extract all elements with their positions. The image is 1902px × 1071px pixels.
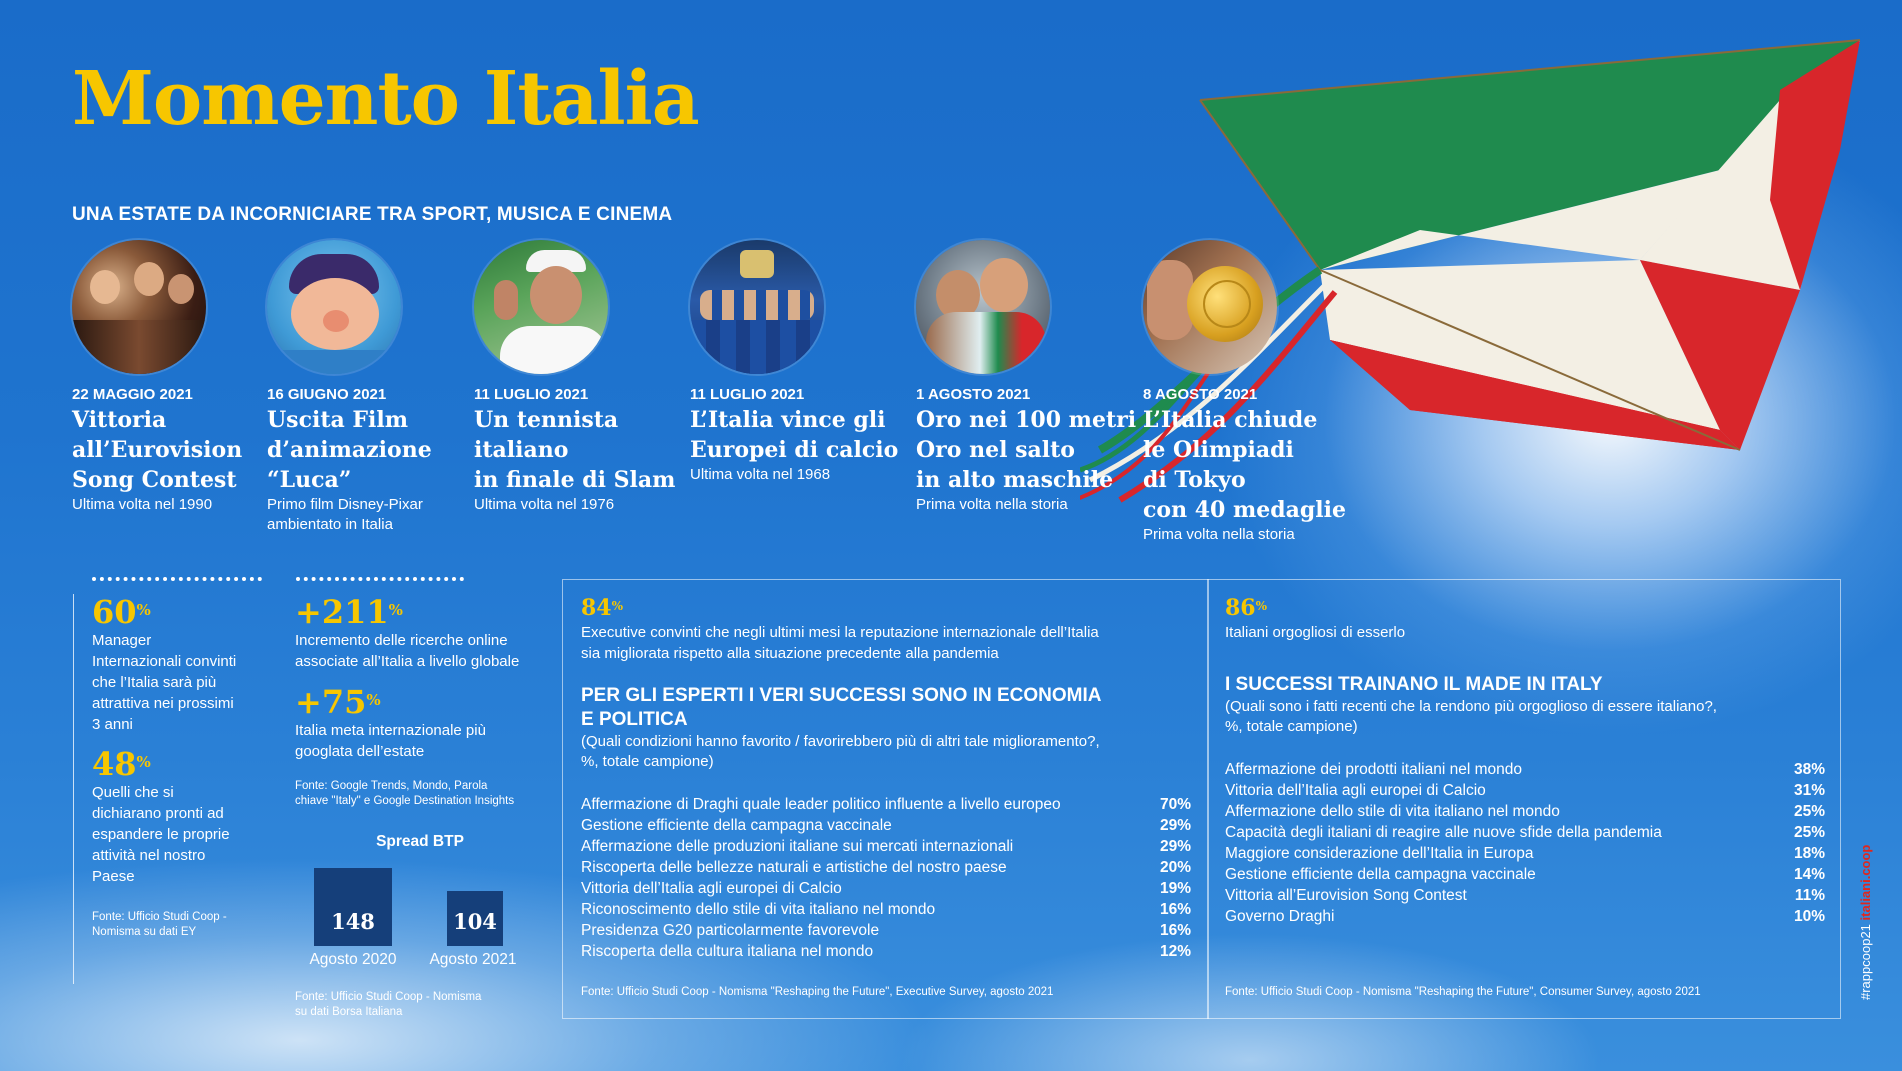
bar-value-label: 148 (331, 909, 375, 934)
table-row (581, 836, 1191, 857)
row-value: 11% (1794, 887, 1825, 904)
stat-googled-75 (295, 684, 565, 762)
event-note: Ultima volta nel 1976 (474, 496, 615, 513)
row-value: 31% (1793, 782, 1825, 799)
table-row (581, 878, 1191, 899)
stat-unit: % (1255, 599, 1268, 613)
table-row (1225, 906, 1825, 927)
hashtag-label (1858, 845, 1873, 1000)
luca-character-photo (267, 240, 401, 374)
event-headline: L’Italia vince gli Europei di calcio (690, 407, 899, 463)
table-row (581, 899, 1191, 920)
event-luca-film (267, 240, 432, 535)
panel-experts (581, 594, 1191, 962)
row-value: 19% (1159, 880, 1191, 897)
row-value: 25% (1793, 824, 1825, 841)
stat-value: +75 (295, 683, 367, 721)
stat-text: Italia meta internazionale più googlata dell’estate (295, 722, 486, 760)
source-experts: Fonte: Ufficio Studi Coop - Nomisma "Reshaping the Future", Executive Survey, agosto 2021 (581, 986, 1054, 998)
stat-value: 48 (92, 745, 137, 783)
row-label: Vittoria dell’Italia agli europei di Calcio (1225, 782, 1486, 799)
row-value: 29% (1159, 838, 1191, 855)
football-team-photo (690, 240, 824, 374)
table-row (1225, 843, 1825, 864)
stat-manager-60 (92, 594, 272, 735)
event-headline: L’Italia chiude le Olimpiadi di Tokyo con 40 medaglie (1143, 407, 1347, 523)
row-value: 16% (1159, 901, 1191, 918)
event-tokyo-olympics (1143, 240, 1346, 545)
vertical-divider (73, 594, 74, 984)
table-row (581, 815, 1191, 836)
event-note: Ultima volta nel 1990 (72, 496, 213, 513)
stat-text: Executive convinti che negli ultimi mesi la reputazione internazionale dell’Italia sia migliorata rispetto alla situazione precedente alla pandemia (581, 624, 1099, 662)
madeinitaly-table (1225, 759, 1825, 927)
event-headline: Uscita Film d’animazione “Luca” (267, 407, 432, 493)
row-value: 25% (1793, 803, 1825, 820)
page-title: Momento Italia (72, 56, 699, 142)
row-value: 18% (1793, 845, 1825, 862)
event-headline: Oro nei 100 metri Oro nel salto in alto maschile (916, 407, 1137, 493)
chart-category-label: Agosto 2021 (429, 951, 517, 968)
row-label: Presidenza G20 particolarmente favorevole (581, 922, 880, 939)
experts-table (581, 794, 1191, 962)
stat-text: Manager Internazionali convinti che l’Italia sarà più attrattiva nei prossimi 3 anni (92, 632, 237, 733)
stat-unit: % (611, 599, 624, 613)
source-mid: Fonte: Google Trends, Mondo, Parola chiave "Italy" e Google Destination Insights (295, 780, 515, 807)
row-label: Riconoscimento dello stile di vita italiano nel mondo (581, 901, 936, 918)
row-value: 14% (1793, 866, 1825, 883)
hashtag-text: #rappcoop21 (1858, 924, 1873, 1000)
table-row (1225, 885, 1825, 906)
eurovision-band-photo (72, 240, 206, 374)
panel-madeinitaly (1225, 594, 1825, 927)
table-row (581, 857, 1191, 878)
gold-medal-photo (1143, 240, 1277, 374)
event-headline: Un tennista italiano in finale di Slam (474, 407, 676, 493)
chart-bar-agosto-2021 (447, 891, 503, 946)
event-headline: Vittoria all’Eurovision Song Contest (72, 407, 243, 493)
row-label: Gestione efficiente della campagna vaccinale (1225, 866, 1536, 883)
stat-value: 84 (581, 595, 612, 621)
source-spread: Fonte: Ufficio Studi Coop - Nomisma su dati Borsa Italiana (295, 991, 482, 1018)
row-label: Vittoria all’Eurovision Song Contest (1225, 887, 1467, 904)
row-label: Governo Draghi (1225, 908, 1335, 925)
bar-value-label: 104 (453, 909, 497, 934)
source-madeinitaly: Fonte: Ufficio Studi Coop - Nomisma "Reshaping the Future", Consumer Survey, agosto 2021 (1225, 986, 1701, 998)
stat-expand-48 (92, 746, 272, 887)
event-date: 11 LUGLIO 2021 (690, 386, 805, 403)
table-row (1225, 780, 1825, 801)
table-row (581, 920, 1191, 941)
tennis-player-photo (474, 240, 608, 374)
event-note: Prima volta nella storia (916, 496, 1068, 513)
row-label: Maggiore considerazione dell’Italia in Europa (1225, 845, 1534, 862)
row-value: 10% (1793, 908, 1825, 925)
table-row (1225, 759, 1825, 780)
stat-searches-211 (295, 594, 565, 672)
row-label: Capacità degli italiani di reagire alle nuove sfide della pandemia (1225, 824, 1662, 841)
table-row (581, 794, 1191, 815)
table-row (581, 941, 1191, 962)
row-label: Gestione efficiente della campagna vaccinale (581, 817, 892, 834)
row-value: 16% (1159, 922, 1191, 939)
section-question: (Quali sono i fatti recenti che la rendono più orgoglioso di essere italiano?, %, totale campione) (1225, 698, 1717, 735)
row-label: Affermazione dei prodotti italiani nel mondo (1225, 761, 1522, 778)
table-row (1225, 822, 1825, 843)
stat-value: +211 (295, 593, 389, 631)
dotted-divider (296, 577, 464, 581)
event-euro-football (690, 240, 898, 485)
dotted-divider (92, 577, 262, 581)
table-row (1225, 864, 1825, 885)
row-label: Riscoperta delle bellezze naturali e artistiche del nostro paese (581, 859, 1007, 876)
event-date: 16 GIUGNO 2021 (267, 386, 387, 403)
section-title: PER GLI ESPERTI I VERI SUCCESSI SONO IN ECONOMIA E POLITICA (581, 685, 1102, 730)
source-left: Fonte: Ufficio Studi Coop - Nomisma su dati EY (92, 911, 227, 938)
row-label: Vittoria dell’Italia agli europei di Calcio (581, 880, 842, 897)
stat-unit: % (136, 753, 151, 771)
event-tennis-final (474, 240, 675, 515)
row-value: 20% (1159, 859, 1191, 876)
stat-text: Italiani orgogliosi di esserlo (1225, 624, 1406, 641)
event-note: Prima volta nella storia (1143, 526, 1295, 543)
row-label: Affermazione dello stile di vita italiano nel mondo (1225, 803, 1560, 820)
chart-bar-agosto-2020 (314, 868, 392, 946)
stat-value: 60 (92, 593, 137, 631)
event-date: 8 AGOSTO 2021 (1143, 386, 1258, 403)
stat-unit: % (136, 601, 151, 619)
row-label: Riscoperta della cultura italiana nel mondo (581, 943, 874, 960)
row-value: 70% (1159, 796, 1191, 813)
hashtag-site: italiani.coop (1858, 844, 1873, 921)
section-question: (Quali condizioni hanno favorito / favorirebbero più di altri tale miglioramento?, %, totale campione) (581, 733, 1100, 770)
chart-title: Spread BTP (376, 833, 464, 850)
event-date: 11 LUGLIO 2021 (474, 386, 589, 403)
row-label: Affermazione di Draghi quale leader politico influente a livello europeo (581, 796, 1061, 813)
event-note: Primo film Disney-Pixar ambientato in Italia (267, 496, 423, 533)
row-value: 12% (1159, 943, 1191, 960)
stat-text: Incremento delle ricerche online associate all’Italia a livello globale (295, 632, 520, 670)
section-title: I SUCCESSI TRAINANO IL MADE IN ITALY (1225, 674, 1603, 695)
table-row (1225, 801, 1825, 822)
stat-value: 86 (1225, 595, 1256, 621)
row-label: Affermazione delle produzioni italiane sui mercati internazionali (581, 838, 1014, 855)
row-value: 38% (1793, 761, 1825, 778)
event-athletics-gold (916, 240, 1136, 515)
row-value: 29% (1159, 817, 1191, 834)
stat-text: Quelli che si dichiarano pronti ad espandere le proprie attività nel nostro Paese (92, 784, 230, 885)
stat-unit: % (388, 601, 403, 619)
chart-category-label: Agosto 2020 (309, 951, 397, 968)
event-date: 22 MAGGIO 2021 (72, 386, 193, 403)
event-note: Ultima volta nel 1968 (690, 466, 831, 483)
page-subtitle: UNA ESTATE DA INCORNICIARE TRA SPORT, MUSICA E CINEMA (72, 204, 673, 225)
event-date: 1 AGOSTO 2021 (916, 386, 1031, 403)
event-eurovision (72, 240, 242, 515)
athletes-hug-photo (916, 240, 1050, 374)
stat-unit: % (366, 691, 381, 709)
